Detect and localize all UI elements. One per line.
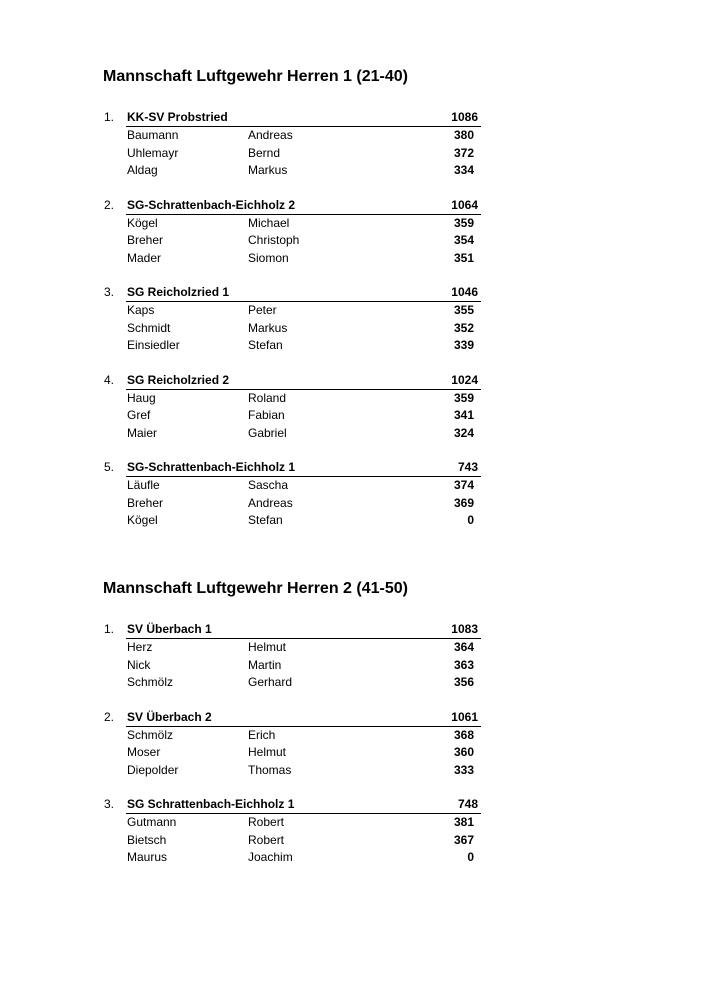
member-last-name: Mader: [127, 250, 162, 265]
member-first-name: Robert: [248, 815, 285, 829]
team-underline: [126, 214, 481, 215]
member-last-name: Diepolder: [127, 762, 179, 777]
member-score: 369: [453, 495, 474, 510]
member-last-name: Breher: [127, 233, 164, 247]
member-first-name: Erich: [248, 727, 276, 742]
team-underline: [126, 389, 481, 390]
team-name: SG Reicholzried 1: [127, 285, 230, 299]
member-row: [0, 815, 712, 832]
member-row: [0, 728, 712, 745]
member-last-name: Breher: [127, 495, 164, 510]
team-name: SG Schrattenbach-Eichholz 1: [127, 797, 295, 811]
member-row: [0, 128, 712, 145]
member-last-name: Kaps: [127, 303, 155, 317]
team-rank: 4.: [104, 372, 115, 387]
member-row: [0, 408, 712, 425]
member-first-name: Martin: [248, 657, 282, 672]
team-total: 1024: [451, 372, 478, 387]
member-row: [0, 513, 712, 530]
member-row: [0, 391, 712, 408]
member-first-name: Sascha: [248, 478, 289, 492]
member-score: 359: [453, 390, 474, 405]
member-score: 0: [467, 850, 474, 864]
member-row: [0, 833, 712, 850]
team-name: SV Überbach 2: [127, 709, 212, 724]
member-score: 364: [453, 640, 474, 654]
member-row: [0, 763, 712, 780]
member-score: 360: [453, 745, 474, 759]
member-last-name: Herz: [127, 640, 153, 654]
member-score: 351: [453, 250, 474, 265]
team-underline: [126, 813, 481, 814]
member-first-name: Bernd: [248, 145, 281, 160]
member-first-name: Markus: [248, 320, 288, 335]
team-rank: 1.: [104, 622, 115, 636]
member-first-name: Michael: [248, 215, 290, 230]
member-first-name: Helmut: [248, 745, 287, 759]
member-last-name: Kögel: [127, 215, 158, 230]
member-score: 372: [453, 145, 474, 160]
member-last-name: Moser: [127, 745, 161, 759]
member-score: 341: [453, 408, 474, 422]
member-last-name: Nick: [127, 657, 151, 672]
member-row: [0, 216, 712, 233]
section-title: Mannschaft Luftgewehr Herren 1 (21-40): [103, 68, 408, 85]
member-row: [0, 658, 712, 675]
member-first-name: Andreas: [248, 128, 293, 142]
team-rank: 3.: [104, 797, 115, 811]
team-total: 743: [457, 460, 478, 474]
member-score: 356: [453, 675, 474, 689]
team-underline: [126, 476, 481, 477]
member-first-name: Roland: [248, 390, 287, 405]
member-first-name: Gabriel: [248, 425, 287, 440]
member-last-name: Uhlemayr: [127, 145, 179, 160]
member-last-name: Maurus: [127, 850, 168, 864]
member-row: [0, 478, 712, 495]
section-title: Mannschaft Luftgewehr Herren 2 (41-50): [103, 580, 408, 597]
member-row: [0, 303, 712, 320]
member-score: 333: [453, 762, 474, 777]
member-row: [0, 163, 712, 180]
member-last-name: Maier: [127, 425, 158, 440]
member-first-name: Christoph: [248, 233, 300, 247]
member-score: 354: [453, 233, 474, 247]
member-row: [0, 745, 712, 762]
team-underline: [126, 726, 481, 727]
team-rank: 5.: [104, 460, 115, 474]
member-score: 381: [453, 815, 474, 829]
member-last-name: Kögel: [127, 513, 158, 527]
team-total: 1061: [451, 709, 478, 724]
member-score: 367: [453, 832, 474, 847]
member-first-name: Gerhard: [248, 675, 293, 689]
member-first-name: Robert: [248, 832, 285, 847]
team-name: SG-Schrattenbach-Eichholz 2: [127, 197, 296, 212]
member-last-name: Gref: [127, 408, 151, 422]
team-rank: 2.: [104, 709, 115, 724]
team-total: 748: [457, 797, 478, 811]
team-total: 1064: [451, 197, 478, 212]
member-row: [0, 321, 712, 338]
member-row: [0, 146, 712, 163]
member-last-name: Aldag: [127, 163, 158, 177]
member-row: [0, 640, 712, 657]
team-rank: 3.: [104, 285, 115, 299]
member-last-name: Schmölz: [127, 727, 174, 742]
member-score: 380: [453, 128, 474, 142]
team-underline: [126, 301, 481, 302]
member-score: 355: [453, 303, 474, 317]
member-last-name: Haug: [127, 390, 156, 405]
team-name: SG-Schrattenbach-Eichholz 1: [127, 460, 296, 474]
member-score: 374: [453, 478, 474, 492]
member-score: 0: [467, 513, 474, 527]
team-underline: [126, 638, 481, 639]
team-total: 1046: [451, 285, 478, 299]
member-last-name: Gutmann: [127, 815, 177, 829]
team-underline: [126, 126, 481, 127]
member-first-name: Joachim: [248, 850, 293, 864]
member-row: [0, 850, 712, 867]
team-total: 1083: [451, 622, 478, 636]
member-row: [0, 675, 712, 692]
member-first-name: Markus: [248, 163, 288, 177]
team-name: KK-SV Probstried: [127, 110, 228, 124]
member-score: 352: [453, 320, 474, 335]
member-row: [0, 426, 712, 443]
team-rank: 1.: [104, 110, 115, 124]
member-row: [0, 338, 712, 355]
member-first-name: Andreas: [248, 495, 293, 510]
member-last-name: Einsiedler: [127, 338, 180, 352]
team-rank: 2.: [104, 197, 115, 212]
member-last-name: Läufle: [127, 478, 160, 492]
member-score: 368: [453, 727, 474, 742]
member-last-name: Bietsch: [127, 832, 167, 847]
team-total: 1086: [451, 110, 478, 124]
team-name: SV Überbach 1: [127, 622, 212, 636]
member-row: [0, 251, 712, 268]
member-score: 324: [453, 425, 474, 440]
member-score: 334: [453, 163, 474, 177]
member-first-name: Stefan: [248, 513, 283, 527]
member-first-name: Helmut: [248, 640, 287, 654]
member-first-name: Peter: [248, 303, 277, 317]
member-first-name: Siomon: [248, 250, 289, 265]
member-score: 359: [453, 215, 474, 230]
member-row: [0, 496, 712, 513]
member-last-name: Schmölz: [127, 675, 174, 689]
member-score: 363: [453, 657, 474, 672]
member-score: 339: [453, 338, 474, 352]
member-first-name: Stefan: [248, 338, 283, 352]
member-last-name: Baumann: [127, 128, 179, 142]
member-row: [0, 233, 712, 250]
member-first-name: Fabian: [248, 408, 285, 422]
team-name: SG Reicholzried 2: [127, 372, 230, 387]
member-last-name: Schmidt: [127, 320, 171, 335]
member-first-name: Thomas: [248, 762, 292, 777]
